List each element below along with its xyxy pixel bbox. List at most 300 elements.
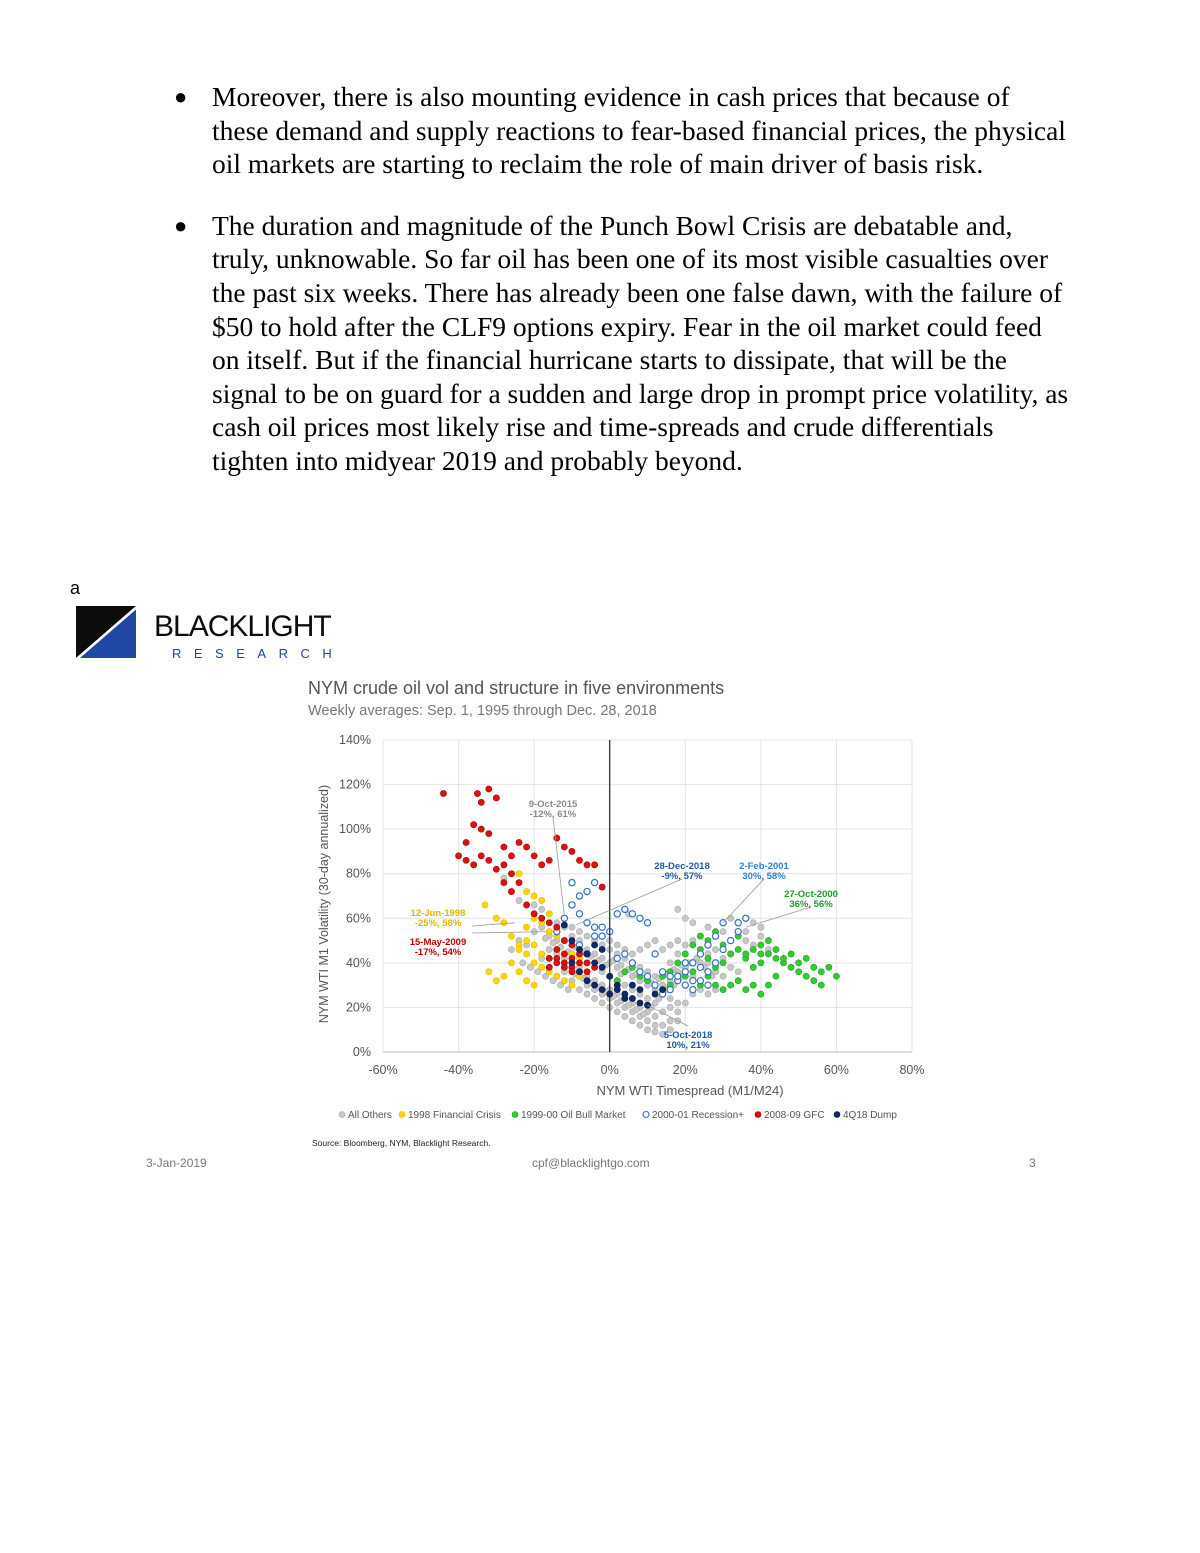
x-tick-label: 40% <box>748 1063 774 1077</box>
data-point <box>641 1011 647 1017</box>
data-point <box>637 987 643 993</box>
data-point <box>584 991 590 997</box>
data-point <box>576 857 582 863</box>
data-point <box>629 1018 635 1024</box>
annotation-leader <box>472 923 515 926</box>
data-point <box>712 960 718 966</box>
data-point <box>758 991 764 997</box>
footer-email: cpf@blacklightgo.com <box>532 1156 650 1170</box>
y-tick-label: 140% <box>339 733 371 747</box>
chart-subtitle: Weekly averages: Sep. 1, 1995 through Dec. 28, 2018 <box>308 703 657 719</box>
data-point <box>758 942 764 948</box>
bullet-dot: ● <box>174 84 188 109</box>
data-point <box>523 978 529 984</box>
y-tick-labels <box>339 733 371 1059</box>
data-point <box>592 933 598 939</box>
data-point <box>584 978 590 984</box>
data-point <box>576 960 582 966</box>
data-point <box>743 937 749 943</box>
data-point <box>660 987 666 993</box>
annotation-leader <box>553 817 564 916</box>
legend-label: 4Q18 Dump <box>843 1110 897 1121</box>
data-point <box>705 955 711 961</box>
data-point <box>637 915 643 921</box>
data-point <box>705 942 711 948</box>
data-point <box>712 946 718 952</box>
section-marker: a <box>70 578 81 598</box>
annotation <box>746 889 838 927</box>
data-point <box>569 902 575 908</box>
data-point <box>735 969 741 975</box>
data-point <box>516 880 522 886</box>
data-point <box>576 929 582 935</box>
x-tick-label: -60% <box>368 1063 398 1077</box>
data-point <box>675 1009 681 1015</box>
x-tick-label: 60% <box>823 1063 849 1077</box>
data-point <box>758 951 764 957</box>
data-point <box>743 987 749 993</box>
data-point <box>758 924 764 930</box>
data-point <box>542 935 548 941</box>
data-point <box>720 960 726 966</box>
annotation-title: 12-Jun-1998 <box>410 908 466 919</box>
footer-page-number: 3 <box>1029 1156 1036 1170</box>
data-point <box>660 946 666 952</box>
data-point <box>539 951 545 957</box>
data-point <box>660 969 666 975</box>
annotation-title: 2-Feb-2001 <box>739 861 789 872</box>
annotation-value: -12%, 61% <box>529 809 577 820</box>
data-point <box>682 951 688 957</box>
data-point <box>531 853 537 859</box>
legend-item <box>512 1110 626 1121</box>
y-axis-label: NYM WTI M1 Volatility (30-day annualized) <box>317 784 331 1024</box>
data-point <box>735 929 741 935</box>
data-point <box>508 933 514 939</box>
bullet-item <box>170 209 1070 478</box>
legend-label: 1998 Financial Crisis <box>408 1110 501 1121</box>
data-point <box>803 973 809 979</box>
data-point <box>728 951 734 957</box>
data-point <box>539 964 545 970</box>
data-point <box>561 844 567 850</box>
data-point <box>626 1002 632 1008</box>
legend-item <box>643 1110 744 1121</box>
data-point <box>531 893 537 899</box>
data-point <box>554 835 560 841</box>
data-point <box>531 982 537 988</box>
y-tick-label: 80% <box>345 866 371 881</box>
data-point <box>735 920 741 926</box>
data-point <box>569 937 575 943</box>
data-point <box>508 853 514 859</box>
logo-name-bottom: RESEARCH <box>172 646 345 661</box>
data-point <box>584 960 590 966</box>
data-point <box>478 826 484 832</box>
data-point <box>516 897 522 903</box>
legend-marker <box>755 1112 761 1118</box>
data-point <box>614 987 620 993</box>
data-point <box>712 933 718 939</box>
data-point <box>455 853 461 859</box>
legend-item <box>834 1110 897 1121</box>
annotation-value: 10%, 21% <box>666 1040 710 1051</box>
data-point <box>493 795 499 801</box>
data-point <box>622 995 628 1001</box>
data-point <box>622 906 628 912</box>
data-point <box>690 969 696 975</box>
data-point <box>599 987 605 993</box>
data-point <box>614 911 620 917</box>
data-point <box>720 946 726 952</box>
x-tick-labels <box>368 1063 924 1077</box>
data-point <box>493 978 499 984</box>
x-tick-label: 80% <box>899 1063 925 1077</box>
annotation-value: -9%, 57% <box>661 871 703 882</box>
data-point <box>637 946 643 952</box>
bullet-list <box>170 80 1070 506</box>
data-point <box>561 951 567 957</box>
data-point <box>637 1000 643 1006</box>
legend-marker <box>399 1112 405 1118</box>
y-tick-label: 40% <box>345 955 371 970</box>
data-point <box>826 964 832 970</box>
data-point <box>599 933 605 939</box>
data-point <box>705 969 711 975</box>
data-point <box>486 831 492 837</box>
data-point <box>531 911 537 917</box>
data-point <box>523 951 529 957</box>
legend <box>339 1110 897 1121</box>
data-point <box>561 937 567 943</box>
data-point <box>622 969 628 975</box>
data-point <box>833 973 839 979</box>
data-point <box>482 902 488 908</box>
data-point <box>539 915 545 921</box>
legend-label: All Others <box>348 1110 392 1121</box>
data-point <box>508 946 514 952</box>
data-points <box>440 786 839 1037</box>
data-point <box>576 911 582 917</box>
data-point <box>796 960 802 966</box>
data-point <box>705 924 711 930</box>
data-point <box>599 964 605 970</box>
data-point <box>618 962 624 968</box>
data-point <box>728 915 734 921</box>
data-point <box>675 937 681 943</box>
data-point <box>546 946 552 952</box>
data-point <box>493 915 499 921</box>
data-point <box>622 982 628 988</box>
data-point <box>796 969 802 975</box>
data-point <box>644 1018 650 1024</box>
data-point <box>765 951 771 957</box>
data-point <box>818 969 824 975</box>
data-point <box>592 924 598 930</box>
data-point <box>667 942 673 948</box>
annotation-title: 5-Oct-2018 <box>663 1030 713 1041</box>
data-point <box>788 951 794 957</box>
legend-marker <box>512 1112 518 1118</box>
data-point <box>633 1007 639 1013</box>
data-point <box>486 857 492 863</box>
data-point <box>644 920 650 926</box>
data-point <box>546 857 552 863</box>
data-point <box>780 955 786 961</box>
data-point <box>569 960 575 966</box>
data-point <box>811 978 817 984</box>
data-point <box>478 799 484 805</box>
legend-label: 1999-00 Oil Bull Market <box>521 1110 626 1121</box>
data-point <box>629 982 635 988</box>
data-point <box>561 915 567 921</box>
data-point <box>508 960 514 966</box>
data-point <box>501 880 507 886</box>
data-point <box>675 1000 681 1006</box>
data-point <box>667 1004 673 1010</box>
data-point <box>652 937 658 943</box>
data-point <box>523 937 529 943</box>
data-point <box>720 929 726 935</box>
annotation-leader <box>746 907 811 927</box>
data-point <box>728 982 734 988</box>
data-point <box>546 964 552 970</box>
data-point <box>675 960 681 966</box>
data-point <box>690 920 696 926</box>
data-point <box>675 906 681 912</box>
annotation-title: 15-May-2009 <box>409 937 467 948</box>
data-point <box>486 786 492 792</box>
logo-name-top: BLACKLIGHT <box>154 610 331 643</box>
data-point <box>614 1009 620 1015</box>
data-point <box>576 893 582 899</box>
data-point <box>584 969 590 975</box>
data-point <box>720 973 726 979</box>
data-point <box>569 982 575 988</box>
annotation <box>723 861 789 923</box>
data-point <box>629 995 635 1001</box>
data-point <box>644 942 650 948</box>
data-point <box>516 871 522 877</box>
data-point <box>486 969 492 975</box>
data-point <box>463 857 469 863</box>
scatter-chart <box>290 672 950 1162</box>
data-point <box>546 955 552 961</box>
data-point <box>637 969 643 975</box>
x-tick-label: 20% <box>672 1063 698 1077</box>
data-point <box>682 969 688 975</box>
legend-item <box>399 1110 501 1121</box>
data-point <box>750 964 756 970</box>
legend-item <box>339 1110 392 1121</box>
data-point <box>592 880 598 886</box>
data-point <box>697 964 703 970</box>
y-tick-label: 20% <box>345 1000 371 1015</box>
data-point <box>501 973 507 979</box>
data-point <box>471 862 477 868</box>
legend-marker <box>643 1112 649 1118</box>
data-point <box>576 946 582 952</box>
data-point <box>682 1000 688 1006</box>
annotation-title: 27-Oct-2000 <box>784 889 838 900</box>
data-point <box>667 973 673 979</box>
data-point <box>478 853 484 859</box>
data-point <box>550 940 556 946</box>
data-point <box>614 942 620 948</box>
chart-title: NYM crude oil vol and structure in five environments <box>308 678 725 698</box>
data-point <box>474 790 480 796</box>
data-point <box>728 964 734 970</box>
data-point <box>539 906 545 912</box>
data-point <box>758 960 764 966</box>
bullet-item <box>170 80 1070 181</box>
data-point <box>690 960 696 966</box>
data-point <box>682 982 688 988</box>
data-point <box>554 973 560 979</box>
data-point <box>773 955 779 961</box>
data-point <box>493 866 499 872</box>
data-point <box>675 973 681 979</box>
data-point <box>546 929 552 935</box>
data-point <box>463 839 469 845</box>
data-point <box>523 888 529 894</box>
data-point <box>652 1022 658 1028</box>
data-point <box>735 978 741 984</box>
data-point <box>546 911 552 917</box>
data-point <box>508 871 514 877</box>
data-point <box>584 888 590 894</box>
annotation-title: 9-Oct-2015 <box>528 799 578 810</box>
data-point <box>546 920 552 926</box>
data-point <box>592 960 598 966</box>
legend-marker <box>339 1112 345 1118</box>
data-point <box>728 937 734 943</box>
data-point <box>569 924 575 930</box>
data-point <box>629 911 635 917</box>
data-point <box>584 951 590 957</box>
data-point <box>584 933 590 939</box>
data-point <box>652 1013 658 1019</box>
data-point <box>599 924 605 930</box>
data-point <box>622 951 628 957</box>
data-point <box>697 933 703 939</box>
data-point <box>667 1018 673 1024</box>
data-point <box>750 982 756 988</box>
data-point <box>644 973 650 979</box>
data-point <box>803 955 809 961</box>
data-point <box>592 995 598 1001</box>
data-point <box>516 946 522 952</box>
annotation-value: 36%, 56% <box>789 899 833 910</box>
legend-label: 2008-09 GFC <box>764 1110 825 1121</box>
data-point <box>508 888 514 894</box>
chart-source: Source: Bloomberg, NYM, Blacklight Research. <box>312 1138 491 1148</box>
data-point <box>682 942 688 948</box>
data-point <box>690 978 696 984</box>
footer-date: 3-Jan-2019 <box>146 1156 207 1170</box>
data-point <box>743 915 749 921</box>
data-point <box>743 929 749 935</box>
data-point <box>758 933 764 939</box>
data-point <box>554 960 560 966</box>
x-axis-label: NYM WTI Timespread (M1/M24) <box>596 1083 784 1098</box>
chart-svg <box>290 672 950 1162</box>
data-point <box>584 862 590 868</box>
data-point <box>818 982 824 988</box>
annotation-value: -17%, 54% <box>414 947 462 958</box>
data-point <box>523 902 529 908</box>
data-point <box>569 880 575 886</box>
data-point <box>592 942 598 948</box>
data-point <box>523 844 529 850</box>
data-point <box>667 987 673 993</box>
y-tick-label: 120% <box>339 777 371 792</box>
legend-marker <box>834 1112 840 1118</box>
data-point <box>622 1013 628 1019</box>
data-point <box>788 964 794 970</box>
data-point <box>501 920 507 926</box>
data-point <box>652 982 658 988</box>
data-point <box>614 955 620 961</box>
data-point <box>652 951 658 957</box>
data-point <box>592 862 598 868</box>
annotation-value: 30%, 58% <box>742 871 786 882</box>
data-point <box>520 960 526 966</box>
data-point <box>682 915 688 921</box>
data-point <box>561 922 567 928</box>
data-point <box>501 844 507 850</box>
data-point <box>652 991 658 997</box>
data-point <box>811 964 817 970</box>
blacklight-logo <box>76 606 346 662</box>
data-point <box>561 964 567 970</box>
data-point <box>750 946 756 952</box>
data-point <box>705 991 711 997</box>
data-point <box>667 995 673 1001</box>
data-point <box>539 897 545 903</box>
data-point <box>592 982 598 988</box>
data-point <box>690 942 696 948</box>
data-point <box>712 982 718 988</box>
legend-label: 2000-01 Recession+ <box>652 1110 745 1121</box>
x-tick-label: -40% <box>443 1063 474 1077</box>
data-point <box>599 1000 605 1006</box>
data-point <box>773 973 779 979</box>
data-point <box>644 995 650 1001</box>
data-point <box>690 987 696 993</box>
data-point <box>440 790 446 796</box>
data-point <box>576 987 582 993</box>
data-point <box>599 884 605 890</box>
x-tick-label: -20% <box>519 1063 549 1077</box>
data-point <box>554 924 560 930</box>
data-point <box>743 951 749 957</box>
y-tick-label: 0% <box>352 1045 371 1059</box>
data-point <box>675 951 681 957</box>
y-tick-label: 60% <box>345 911 371 926</box>
data-point <box>516 839 522 845</box>
data-point <box>576 969 582 975</box>
data-point <box>516 969 522 975</box>
bullet-text: Moreover, there is also mounting evidence in cash prices that because of these demand and supply reactions to fear-based financial prices, the physical oil markets are starting to reclaim the role of main driver of basis risk. <box>212 81 1066 180</box>
data-point <box>569 848 575 854</box>
data-point <box>667 960 673 966</box>
data-point <box>765 937 771 943</box>
annotation-title: 28-Dec-2018 <box>654 861 710 872</box>
data-point <box>501 862 507 868</box>
data-point <box>652 1029 658 1035</box>
data-point <box>561 978 567 984</box>
